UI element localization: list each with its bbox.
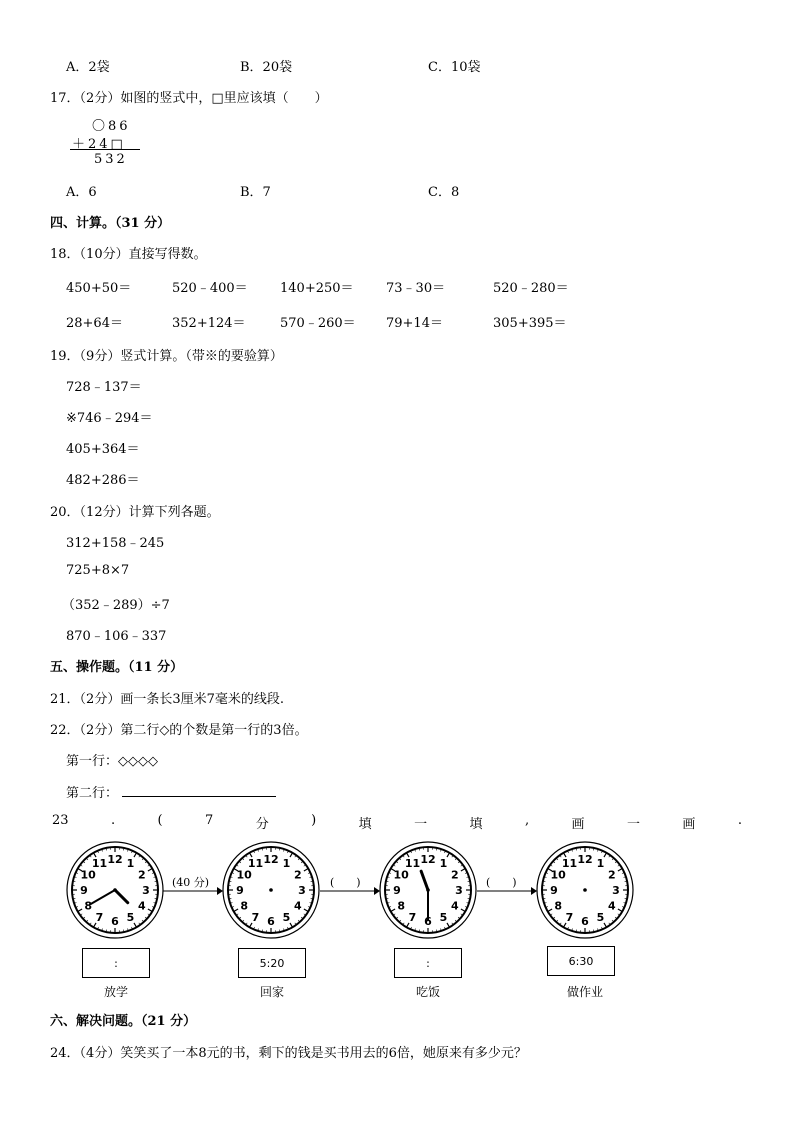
clock-number: 4 <box>294 899 302 913</box>
diamond-shapes: ◇◇◇◇ <box>118 754 159 769</box>
q22-row2 <box>66 782 118 801</box>
clock-number: 8 <box>397 899 405 913</box>
clock-number: 5 <box>282 910 291 924</box>
clock-number: 6 <box>424 915 432 928</box>
clock-number: 7 <box>408 910 417 924</box>
q20-item: 312+158﹣245 <box>66 536 165 551</box>
q22-row2-label: 第二行： <box>66 786 119 801</box>
clock-number: 3 <box>298 884 306 897</box>
q16-option-a: A．2袋 <box>66 60 110 75</box>
clock-number: 5 <box>126 910 135 924</box>
clock-number: 10 <box>550 868 566 882</box>
clock-number: 7 <box>95 910 104 924</box>
clock-number: 10 <box>393 868 409 882</box>
clock-number: 3 <box>142 884 150 897</box>
clock-number: 12 <box>263 853 279 866</box>
clock-number: 11 <box>247 857 264 871</box>
clock-number: 4 <box>451 899 459 913</box>
q17-option-b: B．7 <box>240 185 271 200</box>
clock-number: 1 <box>439 857 448 871</box>
q21-title: 21．（2分）画一条长3厘米7毫米的线段. <box>50 692 284 707</box>
q17-row1: 〇86 <box>92 119 131 134</box>
clock-number: 10 <box>236 868 252 882</box>
section6-title: 六、解决问题。（21 分） <box>50 1014 197 1029</box>
clock-number: 5 <box>439 910 448 924</box>
q23-title: 23 . ( 7 分 ) 填 一 填 , 画 一 画 . <box>52 813 742 832</box>
clock-number: 9 <box>80 884 88 897</box>
q17-row2: ＋24□ <box>72 137 126 152</box>
q24-title: 24．（4分）笑笑买了一本8元的书，剩下的钱是买书用去的6倍，她原来有多少元？ <box>50 1046 527 1061</box>
arrow1-label: (40 分) <box>172 876 210 889</box>
clock-number: 6 <box>267 915 275 928</box>
q19-item: 728﹣137＝ <box>66 380 142 395</box>
clock-number: 2 <box>294 868 302 882</box>
caption-dinner: 吃饭 <box>415 985 440 999</box>
clock-number: 9 <box>393 884 401 897</box>
clock-number: 7 <box>251 910 260 924</box>
clock-number: 2 <box>608 868 616 882</box>
q16-option-b: B．20袋 <box>240 60 293 75</box>
clock-number: 1 <box>126 857 135 871</box>
clock-icon-home <box>221 840 321 940</box>
clock-number: 4 <box>138 899 146 913</box>
q20-item: 870﹣106﹣337 <box>66 629 167 644</box>
q18-item: 28+64＝ <box>66 316 123 331</box>
caption-home: 回家 <box>259 985 284 999</box>
clock-number: 2 <box>451 868 459 882</box>
section4-title: 四、计算。（31 分） <box>50 216 171 231</box>
q18-item: 520﹣280＝ <box>493 281 569 296</box>
q18-item: 73﹣30＝ <box>386 281 446 296</box>
clock-number: 4 <box>608 899 616 913</box>
time-box-home: 5:20 <box>238 948 306 978</box>
q19-item: ※746﹣294＝ <box>66 411 153 426</box>
clock-number: 12 <box>107 853 123 866</box>
q17-title: 17．（2分）如图的竖式中，□里应该填（ ） <box>50 91 328 106</box>
clock-number: 3 <box>612 884 620 897</box>
q18-item: 570﹣260＝ <box>280 316 356 331</box>
clock-number: 11 <box>91 857 108 871</box>
clock-number: 1 <box>282 857 291 871</box>
section5-title: 五、操作题。（11 分） <box>50 660 184 675</box>
q18-title: 18．（10分）直接写得数。 <box>50 247 207 262</box>
arrow2-label: ( ) <box>330 876 361 889</box>
q18-item: 140+250＝ <box>280 281 354 296</box>
time-box-school-out: : <box>82 948 150 978</box>
clock-icon-homework <box>535 840 635 940</box>
clock-number: 12 <box>577 853 593 866</box>
caption-homework: 做作业 <box>566 985 603 999</box>
q17-sum-line <box>70 149 140 150</box>
clock-number: 2 <box>138 868 146 882</box>
q18-item: 79+14＝ <box>386 316 443 331</box>
clock-number: 8 <box>84 899 92 913</box>
arrow3-label: ( ) <box>486 876 517 889</box>
q16-option-c: C．10袋 <box>428 60 481 75</box>
caption-school-out: 放学 <box>103 985 128 999</box>
q22-title: 22．（2分）第二行◇的个数是第一行的3倍。 <box>50 723 308 738</box>
clock-number: 9 <box>236 884 244 897</box>
q19-item: 405+364＝ <box>66 442 140 457</box>
q19-title: 19．（9分）竖式计算。（带※的要验算） <box>50 349 283 364</box>
q22-answer-line <box>122 796 276 797</box>
clock-number: 9 <box>550 884 558 897</box>
clock-number: 8 <box>240 899 248 913</box>
q18-item: 520﹣400＝ <box>172 281 248 296</box>
clock-number: 11 <box>404 857 421 871</box>
time-box-homework: 6:30 <box>547 946 615 976</box>
clock-number: 3 <box>455 884 463 897</box>
clock-number: 8 <box>554 899 562 913</box>
clock-number: 1 <box>596 857 605 871</box>
clock-icon-school-out <box>65 840 165 940</box>
q17-row3: 532 <box>94 152 128 167</box>
clock-number: 6 <box>111 915 119 928</box>
q18-item: 305+395＝ <box>493 316 567 331</box>
q20-item: （352﹣289）÷7 <box>62 598 170 613</box>
q18-item: 450+50＝ <box>66 281 132 296</box>
clock-number: 6 <box>581 915 589 928</box>
clock-number: 5 <box>596 910 605 924</box>
q19-item: 482+286＝ <box>66 473 140 488</box>
q22-row1 <box>66 750 158 769</box>
clock-number: 7 <box>565 910 574 924</box>
q20-item: 725+8×7 <box>66 563 130 578</box>
clock-number: 10 <box>80 868 96 882</box>
clock-icon-dinner <box>378 840 478 940</box>
q20-title: 20．（12分）计算下列各题。 <box>50 505 220 520</box>
q17-option-a: A．6 <box>66 185 97 200</box>
q18-item: 352+124＝ <box>172 316 246 331</box>
clock-number: 11 <box>561 857 578 871</box>
clock-number: 12 <box>420 853 436 866</box>
q22-row1-label: 第一行： <box>66 754 119 769</box>
time-box-dinner: : <box>394 948 462 978</box>
q17-option-c: C．8 <box>428 185 460 200</box>
